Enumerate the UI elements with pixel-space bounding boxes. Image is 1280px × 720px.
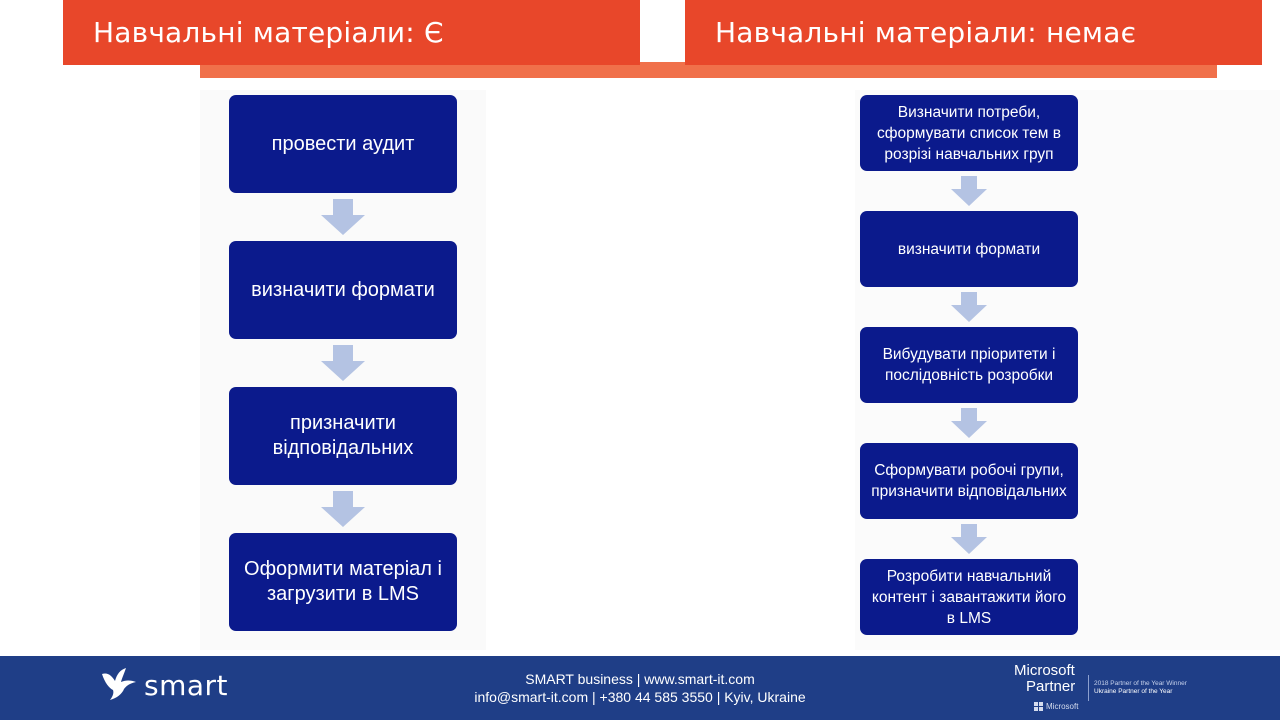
flow-left (229, 95, 457, 631)
badge-divider (1088, 675, 1089, 701)
header-right: Навчальні матеріали: немає (685, 0, 1262, 65)
down-arrow-icon (321, 339, 365, 387)
down-arrow-icon (321, 193, 365, 241)
microsoft-small-logo (1034, 702, 1078, 711)
flow-right-step-2: визначити формати (860, 211, 1078, 287)
down-arrow-icon (951, 519, 987, 559)
down-arrow-icon (321, 485, 365, 533)
footer (0, 656, 1280, 720)
contact-line-1: SMART business | www.smart-it.com (525, 671, 755, 687)
flow-left-step-4: Оформити матеріал і загрузити в LMS (229, 533, 457, 631)
down-arrow-icon (951, 403, 987, 443)
logo-text: smart (144, 668, 229, 702)
flow-right (860, 95, 1078, 635)
windows-grid-icon (1034, 702, 1043, 711)
flow-right-step-5: Розробити навчальний контент і завантажити його в LMS (860, 559, 1078, 635)
flow-right-step-3: Вибудувати пріоритети і послідовність розробки (860, 327, 1078, 403)
contact-line-2: info@smart-it.com | +380 44 585 3550 | Kyiv, Ukraine (474, 689, 806, 705)
partner-line-2: Partner (1026, 678, 1076, 695)
contact-info (390, 670, 890, 706)
flow-left-step-2: визначити формати (229, 241, 457, 339)
flow-left-step-3: призначити відповідальних (229, 387, 457, 485)
flow-left-step-1: провести аудит (229, 95, 457, 193)
microsoft-partner-badge (1014, 662, 1187, 715)
header-left: Навчальні матеріали: Є (63, 0, 640, 65)
award-line-1: 2018 Partner of the Year Winner (1094, 680, 1187, 687)
ms-small-text: Microsoft (1046, 702, 1079, 711)
flow-right-step-4: Сформувати робочі групи, призначити відповідальних (860, 443, 1078, 519)
smart-logo (100, 668, 228, 702)
partner-line-1: Microsoft (1014, 662, 1075, 679)
flow-right-step-1: Визначити потреби, сформувати список тем в розрізі навчальних груп (860, 95, 1078, 171)
bird-icon (100, 668, 140, 702)
down-arrow-icon (951, 171, 987, 211)
award-text (1094, 680, 1187, 696)
award-line-2: Ukraine Partner of the Year (1094, 688, 1173, 695)
down-arrow-icon (951, 287, 987, 327)
